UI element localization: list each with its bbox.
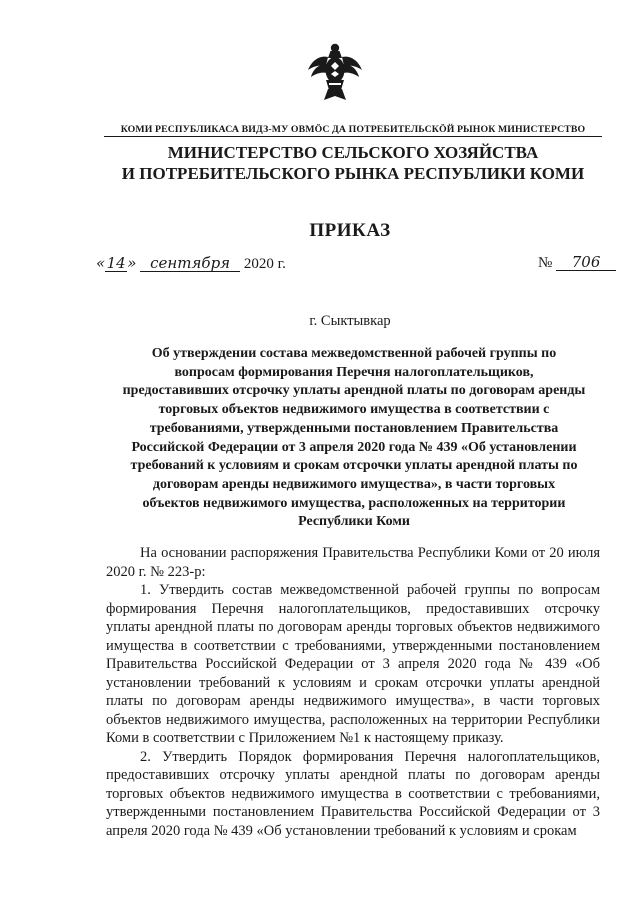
date-close-quote: »	[127, 254, 137, 272]
subject-line: торговых объектов недвижимого имущества в соответствии с	[158, 402, 550, 418]
ministry-name-line-2: И ПОТРЕБИТЕЛЬСКОГО РЫНКА РЕСПУБЛИКИ КОМИ	[121, 164, 585, 183]
subject-line: требований к условиям и срокам отсрочки уплаты арендной платы по	[130, 458, 578, 474]
date-open-quote: «	[96, 254, 106, 272]
document-type-title: ПРИКАЗ	[309, 220, 391, 241]
document-number	[538, 254, 616, 272]
document-date	[96, 254, 286, 273]
subject-line: вопросам формирования Перечня налогоплательщиков,	[174, 364, 534, 380]
body-paragraph: 1. Утвердить состав межведомственной рабочей группы по вопросам формирования Перечня налогоплательщиков, предоставивших отсрочку уплаты арендной платы по договорам аренды торговых объектов недвижимого имущества в соответствии с требованиями, утвержденными постановлением Правительства Российской Федерации от 3 апреля 2020 года № 439 «Об установлении требований к условиям и срокам отсрочки уплаты арендной платы по договорам аренды недвижимого имущества», в части торговых объектов недвижимого имущества, расположенных на территории Республики Коми в соответствии с Приложением №1 к настоящему приказу.	[106, 582, 600, 746]
body-paragraph: 2. Утвердить Порядок формирования Перечня налогоплательщиков, предоставивших отсрочку уплаты арендной платы по договорам аренды торговых объектов недвижимого имущества в соответствии с требованиями, утвержденными постановлением Правительства Российской Федерации от 3 апреля 2020 года № 439 «Об установлении требований к условиям и срокам	[106, 748, 600, 839]
document-city: г. Сыктывкар	[309, 313, 391, 329]
subject-line: Об утверждении состава межведомственной рабочей группы по	[151, 346, 557, 361]
document-body	[106, 544, 600, 840]
ministry-name	[104, 142, 602, 184]
document-subject	[106, 345, 602, 532]
coat-of-arms-icon	[306, 42, 364, 104]
number-label: №	[538, 255, 553, 271]
ministry-name-line-1: МИНИСТЕРСТВО СЕЛЬСКОГО ХОЗЯЙСТВА	[167, 143, 539, 162]
date-day: 14	[106, 254, 126, 272]
number-value: 706	[556, 254, 616, 271]
ministry-name-komi: КОМИ РЕСПУБЛИКАСА ВИДЗ-МУ ОВМÖС ДА ПОТРЕБИТЕЛЬСКÖЙ РЫНОК МИНИСТЕРСТВО	[104, 124, 602, 137]
subject-line: Российской Федерации от 3 апреля 2020 года № 439 «Об установлении	[131, 439, 577, 455]
subject-line: Республики Коми	[298, 514, 410, 530]
subject-line: объектов недвижимого имущества, расположенных на территории	[142, 495, 566, 511]
date-year: 2020 г.	[243, 256, 286, 272]
body-paragraph: На основании распоряжения Правительства Республики Коми от 20 июля 2020 г. № 223-р:	[106, 545, 600, 580]
subject-line: договорам аренды недвижимого имущества», в части торговых	[152, 476, 556, 492]
subject-line: требованиями, утвержденными постановлением Правительства	[149, 420, 559, 436]
date-month: сентября	[140, 255, 240, 272]
subject-line: предоставивших отсрочку уплаты арендной платы по договорам аренды	[122, 383, 586, 399]
